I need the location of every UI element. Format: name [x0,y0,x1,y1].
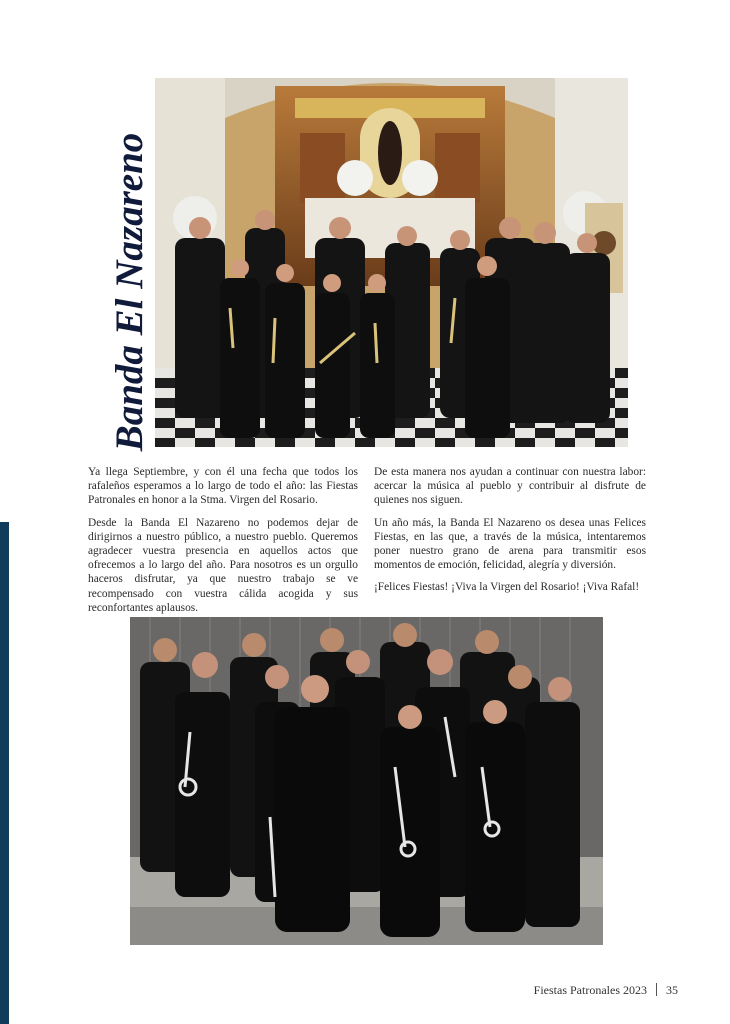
article-paragraph: ¡Felices Fiestas! ¡Viva la Virgen del Rosario! ¡Viva Rafal! [374,581,640,594]
church-photo-illustration [155,78,628,447]
article-left-column [88,465,358,623]
article-paragraph: Un año más, la Banda El Nazareno os desea unas Felices Fiestas, en las que, a través de la música, intentaremos poner nuestro grano de arena para transmitir esos momentos de emoción, felicidad, alegría y diversión. [374,516,646,572]
street-group-photo [130,617,603,945]
page-footer [534,983,678,998]
article-paragraph: Ya llega Septiembre, y con él una fecha que todos los rafaleños esperamos a lo largo de todo el año: las Fiestas Patronales en honor a la Stma. Virgen del Rosario. [88,466,358,507]
article-paragraph: De esta manera nos ayudan a continuar con nuestra labor: acercar la música al pueblo y contribuir al disfrute de quienes nos siguen. [374,466,646,507]
page-number: 35 [666,983,678,997]
article-right-column [374,465,646,603]
article-paragraph: Desde la Banda El Nazareno no podemos dejar de dirigirnos a nuestro público, a nuestro pueblo. Queremos agradecer vuestra presencia en aquellos actos que ofrecemos a lo largo del año. Para nosotros es un orgullo haceros disfrutar, ya que nuestro trabajo se ve recompensado con vuestra cálida acogida y sus reconfortantes aplausos. [88,516,358,614]
footer-label: Fiestas Patronales 2023 [533,983,647,997]
street-photo-illustration [130,617,603,945]
church-group-photo [155,78,628,447]
page-title: Banda El Nazareno [108,132,151,452]
side-accent-bar [0,522,9,1024]
footer-divider [656,983,657,996]
